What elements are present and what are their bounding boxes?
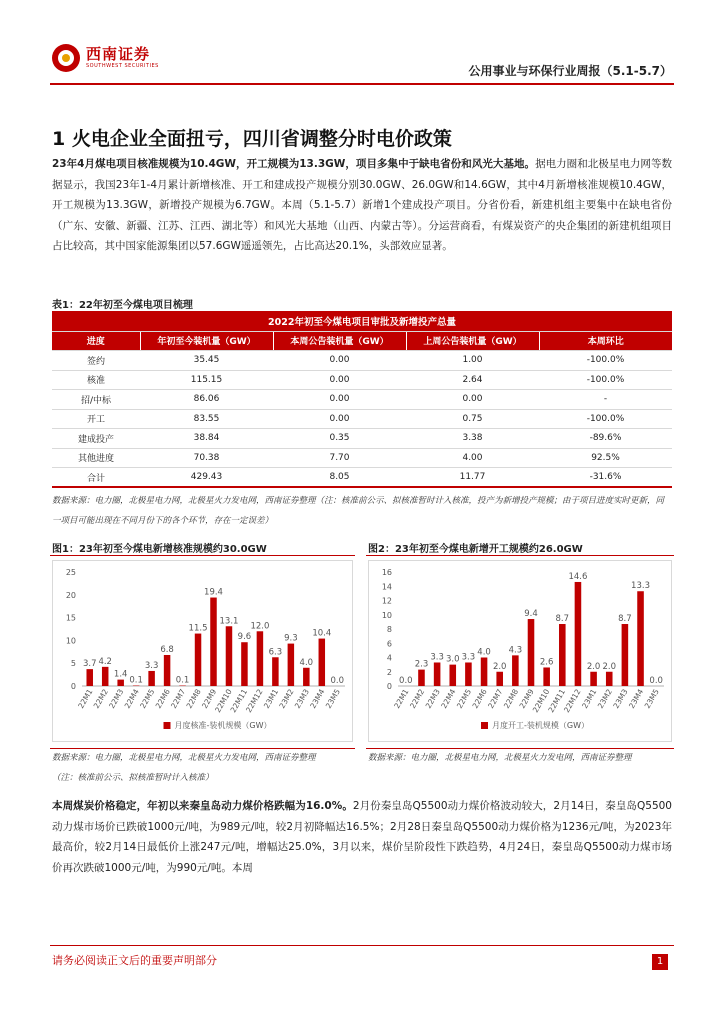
data-label: 9.3 <box>284 633 298 644</box>
paragraph-body: 据电力圈和北极星电力网等数据显示，我国23年1-4月累计新增核准、开工和建成投产规模分别30.0GW、26.0GW和14.6GW，其中4月新增核准规模10.4GW，开工规模为13.3GW，新增投产规模为6.7GW。本周（5.1-5.7）新增1个建成投产项目。分省份看，新建机组主要集中在缺电省份（广东、安徽、新疆、江苏、江西、湖北等）和风光大基地（山西、内蒙古等）。分运营商看，有煤炭资产的央企集团的新建机组项目占比较高，其中国家能源集团以57.6GW遥遥领先，占比高达20.1%，头部效应显著。 <box>52 158 672 253</box>
y-tick-label: 14 <box>381 582 392 592</box>
figure1-caption: 图1：23年初至今煤电新增核准规模约30.0GW <box>52 544 267 555</box>
figure2-caption: 图2：23年初至今煤电新增开工规模约26.0GW <box>368 544 583 555</box>
data-label: 10.4 <box>312 628 332 639</box>
x-tick-label: 22M6 <box>470 687 489 711</box>
coal-projects-table <box>52 311 672 488</box>
bar <box>590 672 597 686</box>
bar <box>164 655 170 686</box>
x-tick-label: 22M2 <box>91 687 110 711</box>
table-cell: 7.70 <box>273 448 406 468</box>
table-cell: 0.00 <box>273 370 406 390</box>
bar <box>195 634 201 686</box>
table-cell: 429.43 <box>140 468 273 488</box>
data-label: 4.0 <box>477 647 491 658</box>
bar <box>226 626 232 686</box>
x-tick-label: 23M5 <box>642 687 661 711</box>
x-tick-label: 23M3 <box>611 687 630 711</box>
table-row-stage: 开工 <box>52 409 140 429</box>
x-tick-label: 22M3 <box>107 687 126 711</box>
x-tick-label: 22M7 <box>486 687 505 711</box>
data-label: 3.3 <box>430 652 444 663</box>
data-label: 4.2 <box>98 656 112 667</box>
data-label: 2.0 <box>492 661 507 672</box>
y-tick-label: 0 <box>70 682 76 691</box>
y-tick-label: 6 <box>386 639 392 649</box>
figure1-note: （注：核准前公示、拟核准暂时计入核准） <box>52 773 214 783</box>
logo-name-en: SOUTHWEST SECURITIES <box>86 63 159 69</box>
header-divider <box>50 83 674 85</box>
x-tick-label: 22M1 <box>76 687 95 711</box>
paragraph-coal-price <box>52 796 672 878</box>
table-column-header: 本周环比 <box>539 331 672 351</box>
table-cell: -100.0% <box>539 370 672 390</box>
y-tick-label: 4 <box>386 653 392 663</box>
data-label: 4.3 <box>508 645 523 656</box>
logo-emblem-icon <box>52 44 80 72</box>
table-source-note: 数据来源：电力圈，北极星电力网，北极星火力发电网，西南证券整理（注：核准前公示、拟核准暂时计入核准，投产为新增投产规模；由于项目进度实时更新，同一项目可能出现在不同月份下的各个环节，存在一定误差） <box>52 496 665 526</box>
data-label: 6.8 <box>160 644 174 655</box>
x-tick-label: 22M2 <box>408 687 427 711</box>
legend-label: 月度核准-装机规模（GW） <box>174 721 272 730</box>
table-cell: 70.38 <box>140 448 273 468</box>
table-row <box>52 390 672 410</box>
x-tick-label: 22M9 <box>200 687 219 711</box>
bar <box>465 662 472 686</box>
x-tick-label: 22M11 <box>546 687 568 715</box>
bar <box>288 644 294 686</box>
table-cell: 115.15 <box>140 370 273 390</box>
table-cell: -100.0% <box>539 409 672 429</box>
x-tick-label: 22M5 <box>454 687 474 711</box>
bar <box>481 658 488 687</box>
bar <box>575 582 582 686</box>
table-cell: 0.00 <box>406 390 539 410</box>
x-tick-label: 22M9 <box>517 687 536 711</box>
data-label: 2.3 <box>414 659 429 670</box>
bar <box>606 672 613 686</box>
table-cell: -31.6% <box>539 468 672 488</box>
y-tick-label: 25 <box>65 568 76 577</box>
figure1-top-rule <box>50 555 355 556</box>
y-tick-label: 0 <box>386 682 392 691</box>
paragraph-coal-projects <box>52 154 672 257</box>
table-cell: 0.00 <box>273 351 406 371</box>
bar <box>449 665 456 686</box>
table-row <box>52 370 672 390</box>
table-cell: 92.5% <box>539 448 672 468</box>
x-tick-label: 22M10 <box>213 687 234 715</box>
y-tick-label: 10 <box>65 636 76 646</box>
y-tick-label: 12 <box>381 596 392 606</box>
footer-disclaimer: 请务必阅读正文后的重要声明部分 <box>52 954 217 967</box>
bar <box>559 624 566 686</box>
table-cell: 86.06 <box>140 390 273 410</box>
data-label: 1.4 <box>113 669 128 680</box>
table-cell: 11.77 <box>406 468 539 488</box>
data-label: 0.1 <box>129 675 143 686</box>
data-label: 0.0 <box>399 676 413 686</box>
table-row-stage: 合计 <box>52 468 140 488</box>
table-cell: 0.35 <box>273 429 406 449</box>
table-cell: -89.6% <box>539 429 672 449</box>
page-number: 1 <box>652 954 668 970</box>
x-tick-label: 22M5 <box>138 687 157 711</box>
footer-divider <box>50 945 674 946</box>
table-cell: 3.38 <box>406 429 539 449</box>
y-tick-label: 20 <box>65 590 76 600</box>
x-tick-label: 23M4 <box>308 687 327 711</box>
table-row-stage: 签约 <box>52 351 140 371</box>
data-label: 2.0 <box>602 661 617 672</box>
paragraph-body: 2月份秦皇岛Q5500动力煤价格波动较大，2月14日，秦皇岛Q5500动力煤市场价已跌破1000元/吨，为989元/吨，较2月初降幅达16.5%；2月28日秦皇岛Q5500动力煤价格为1236元/吨，为2023年最高价，较2月14日最低价上涨247元/吨，增幅达25.0%，3月以来，煤价呈阶段性下跌趋势，4月24日，秦皇岛Q5500动力煤市场价再次跌破1000元/吨，为990元/吨。本周 <box>52 800 672 874</box>
table-cell: 4.00 <box>406 448 539 468</box>
data-label: 0.0 <box>649 676 663 686</box>
figure1-chart <box>52 560 353 742</box>
x-tick-label: 23M3 <box>292 687 312 711</box>
legend-swatch <box>164 722 171 729</box>
data-label: 13.1 <box>219 616 239 627</box>
table-row <box>52 409 672 429</box>
bar <box>622 624 629 686</box>
y-tick-label: 10 <box>381 610 392 620</box>
table-column-header: 上周公告装机量（GW） <box>406 331 539 351</box>
data-label: 11.5 <box>188 623 208 634</box>
bar <box>528 619 535 686</box>
bar <box>86 669 92 686</box>
x-tick-label: 23M5 <box>323 687 342 711</box>
legend-swatch <box>481 722 488 729</box>
table-cell: - <box>539 390 672 410</box>
bar <box>319 639 325 686</box>
table-cell: 1.00 <box>406 351 539 371</box>
x-tick-label: 22M11 <box>228 687 250 715</box>
x-tick-label: 23M2 <box>595 687 614 711</box>
bar <box>496 672 503 686</box>
table-header-row <box>52 331 672 351</box>
bar <box>637 591 644 686</box>
bar <box>512 655 519 686</box>
bar <box>418 670 425 686</box>
x-tick-label: 23M1 <box>580 687 599 711</box>
bar <box>102 667 108 686</box>
data-label: 8.7 <box>555 614 570 625</box>
paragraph-lead: 本周煤炭价格稳定，年初以来秦皇岛动力煤价格跌幅为16.0%。 <box>52 800 353 812</box>
x-tick-label: 22M1 <box>392 687 411 711</box>
table-cell: 83.55 <box>140 409 273 429</box>
x-tick-label: 22M10 <box>530 687 552 715</box>
table-row <box>52 351 672 371</box>
table-row <box>52 448 672 468</box>
data-label: 9.4 <box>524 609 538 620</box>
data-label: 9.6 <box>237 632 252 643</box>
bar <box>148 671 154 686</box>
x-tick-label: 22M7 <box>169 687 188 711</box>
data-label: 8.7 <box>618 614 632 625</box>
table-row <box>52 429 672 449</box>
bar <box>241 642 247 686</box>
table-row-stage: 核准 <box>52 370 140 390</box>
x-tick-label: 22M6 <box>153 687 172 711</box>
y-tick-label: 8 <box>386 625 392 634</box>
table-caption: 表1：22年初至今煤电项目梳理 <box>52 300 193 311</box>
table-cell: -100.0% <box>539 351 672 371</box>
data-label: 4.0 <box>299 657 314 668</box>
figure2-top-rule <box>366 555 674 556</box>
y-tick-label: 16 <box>381 568 392 577</box>
section-title: 1 火电企业全面扭亏，四川省调整分时电价政策 <box>52 128 452 150</box>
table-cell: 0.75 <box>406 409 539 429</box>
table-row-stage: 其他进度 <box>52 448 140 468</box>
data-label: 3.7 <box>82 659 97 670</box>
table-cell: 38.84 <box>140 429 273 449</box>
table-cell: 0.00 <box>273 390 406 410</box>
data-label: 2.6 <box>539 657 554 668</box>
table-row-stage: 招/中标 <box>52 390 140 410</box>
table-cell: 35.45 <box>140 351 273 371</box>
data-label: 6.3 <box>268 647 283 658</box>
bar <box>434 662 441 686</box>
data-label: 0.1 <box>175 675 190 686</box>
y-tick-label: 2 <box>386 667 392 677</box>
figure2-chart <box>368 560 672 742</box>
figure2-source: 数据来源：电力圈，北极星电力网，北极星火力发电网，西南证券整理 <box>368 753 632 763</box>
table-column-header: 年初至今装机量（GW） <box>140 331 273 351</box>
data-label: 3.3 <box>461 652 476 663</box>
x-tick-label: 22M12 <box>244 687 265 715</box>
bar <box>543 667 550 686</box>
paragraph-lead: 23年4月煤电项目核准规模为10.4GW，开工规模为13.3GW，项目多集中于缺电省份和风光大基地。 <box>52 158 536 170</box>
table-span-header: 2022年初至今煤电项目审批及新增投产总量 <box>52 311 672 331</box>
x-tick-label: 22M3 <box>423 687 442 711</box>
figure1-source: 数据来源：电力圈，北极星电力网，北极星火力发电网，西南证券整理 <box>52 753 316 763</box>
table-cell: 8.05 <box>273 468 406 488</box>
data-label: 13.3 <box>631 581 650 592</box>
table-row <box>52 468 672 488</box>
bar <box>210 598 216 686</box>
x-tick-label: 22M8 <box>184 687 203 711</box>
data-label: 3.0 <box>445 654 460 665</box>
report-title: 公用事业与环保行业周报（5.1-5.7） <box>468 64 672 78</box>
legend-label: 月度开工-装机规模（GW） <box>492 721 589 730</box>
bar <box>303 668 309 686</box>
data-label: 3.3 <box>144 660 159 671</box>
data-label: 14.6 <box>568 571 588 582</box>
x-tick-label: 22M8 <box>501 687 521 711</box>
x-tick-label: 22M4 <box>122 687 141 711</box>
table-cell: 0.00 <box>273 409 406 429</box>
bar <box>272 657 278 686</box>
data-label: 2.0 <box>586 661 601 672</box>
table-cell: 2.64 <box>406 370 539 390</box>
x-tick-label: 22M12 <box>562 687 583 715</box>
company-logo <box>52 40 162 76</box>
data-label: 19.4 <box>204 587 223 598</box>
data-label: 12.0 <box>250 621 270 632</box>
bar <box>257 631 263 686</box>
x-tick-label: 22M4 <box>439 687 458 711</box>
y-tick-label: 5 <box>70 659 76 669</box>
logo-name-cn: 西南证券 <box>86 45 151 63</box>
x-tick-label: 23M1 <box>261 687 281 711</box>
y-tick-label: 15 <box>65 613 76 623</box>
table-column-header: 进度 <box>52 331 140 351</box>
data-label: 0.0 <box>330 676 345 686</box>
table-column-header: 本周公告装机量（GW） <box>273 331 406 351</box>
x-tick-label: 23M2 <box>277 687 296 711</box>
bar <box>117 680 123 686</box>
x-tick-label: 23M4 <box>627 687 646 711</box>
table-row-stage: 建成投产 <box>52 429 140 449</box>
